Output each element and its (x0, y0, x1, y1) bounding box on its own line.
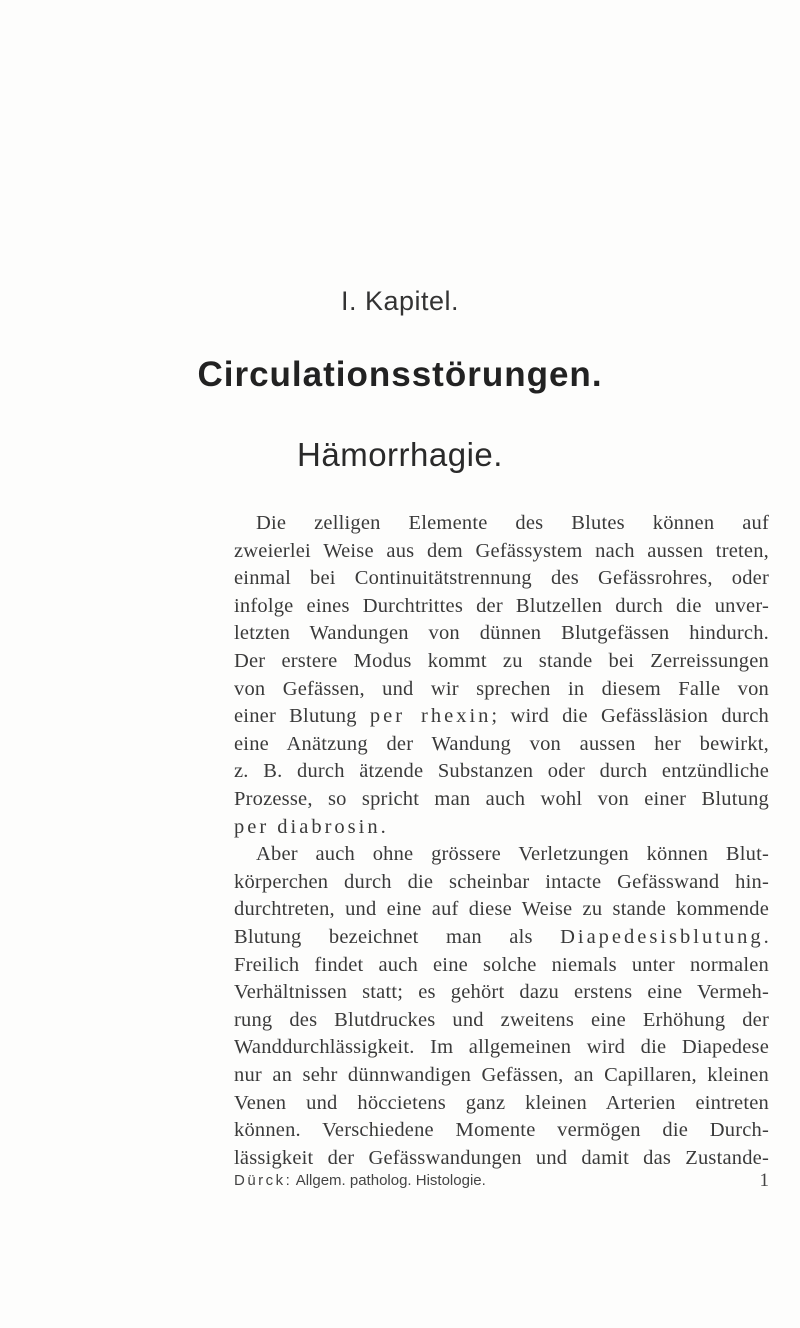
spaced-term: per rhexin (369, 705, 492, 728)
page-footer (234, 1168, 769, 1194)
text-line: Aber auch ohne grössere Verletzungen können Blut- (256, 843, 769, 866)
text-line: Die zelligen Elemente des Blutes können auf (256, 512, 769, 534)
text-line: einer Blutung per rhexin; wird die Gefässläsion durch (234, 705, 770, 728)
text-line: Verhältnissen statt; es gehört dazu erstens eine Vermeh- (234, 981, 769, 1004)
footer-author: Dürck: (234, 1172, 293, 1190)
text-line: rung des Blutdruckes und zweitens eine Erhöhung der (234, 1008, 769, 1031)
text-line: körperchen durch die scheinbar intacte Gefässwand hin- (234, 870, 769, 893)
text-line: eine Anätzung der Wandung von aussen her bewirkt, (234, 732, 769, 755)
text-line: Der erstere Modus kommt zu stande bei Zerreissungen (234, 650, 769, 672)
text-line: nur an sehr dünnwandigen Gefässen, an Capillaren, kleinen (234, 1064, 769, 1086)
text-line: Blutung bezeichnet man als Diapedesisblutung. (234, 926, 769, 948)
text-line: von Gefässen, und wir sprechen in diesem Falle von (234, 677, 769, 700)
text-line: infolge eines Durchtrittes der Blutzellen durch die unver- (234, 594, 769, 617)
text-line: einmal bei Continuitätstrennung des Gefässrohres, oder (234, 567, 769, 590)
text-line: zweierlei Weise aus dem Gefässystem nach aussen treten, (234, 539, 769, 562)
page-number: 1 (759, 1170, 769, 1192)
section-title: Hämorrhagie. (297, 436, 503, 473)
chapter-title: Circulationsstörungen. (197, 355, 603, 394)
text-line: durchtreten, und eine auf diese Weise zu stande kommende (234, 898, 769, 921)
text-line: Freilich findet auch eine solche niemals unter normalen (234, 953, 769, 976)
spaced-term: Diapedesisblutung (560, 926, 764, 948)
chapter-label: I. Kapitel. (340, 286, 460, 316)
text-line: per diabrosin. (234, 815, 386, 838)
text-line: lässigkeit der Gefässwandungen und damit das Zustande- (234, 1146, 769, 1169)
text-line: letzten Wandungen von dünnen Blutgefässen hindurch. (234, 622, 769, 645)
text-line: können. Verschiedene Momente vermögen die Durch- (234, 1119, 769, 1142)
spaced-term: per diabrosin (234, 815, 381, 838)
text-line: Wanddurchlässigkeit. Im allgemeinen wird die Diapedese (234, 1036, 769, 1059)
text-line: Prozesse, so spricht man auch wohl von einer Blutung (234, 788, 769, 810)
footer-work-title: Allgem. patholog. Histologie. (295, 1172, 486, 1190)
text-line: Venen und höccietens ganz kleinen Arterien eintreten (234, 1091, 769, 1114)
text-line: z. B. durch ätzende Substanzen oder durch entzündliche (234, 760, 769, 783)
